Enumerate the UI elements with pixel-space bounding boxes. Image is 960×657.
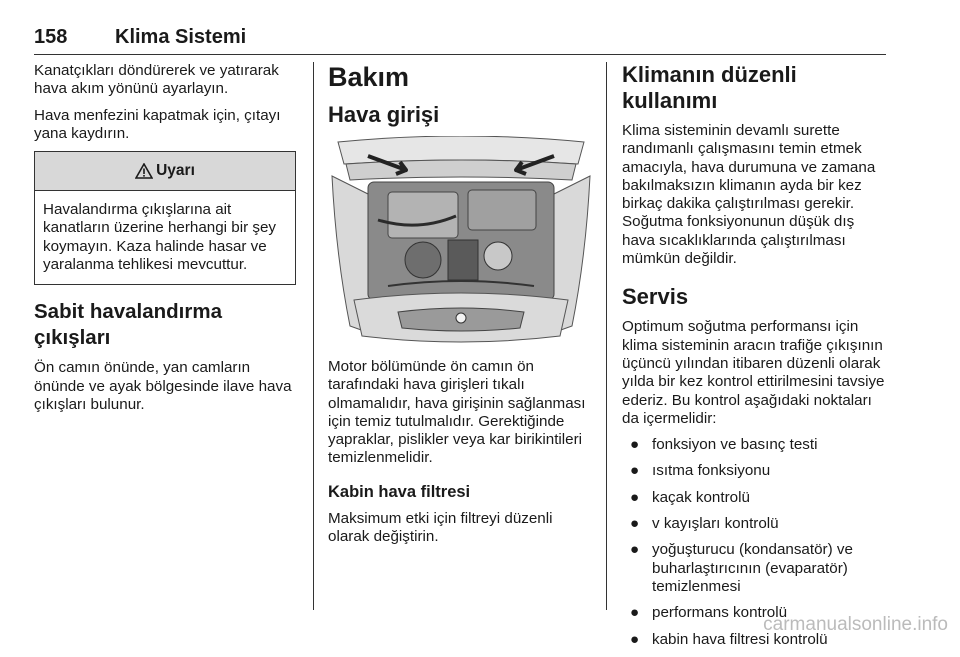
list-item xyxy=(622,541,888,596)
list-item-text: kaçak kontrolü xyxy=(652,488,750,506)
paragraph: Kanatçıkları döndürerek ve yatırarak hava akım yönünü ayarlayın. xyxy=(34,62,279,98)
list-item xyxy=(622,515,888,533)
bullet-icon: ● xyxy=(630,515,640,533)
list-item-text: v kayışları kontrolü xyxy=(652,515,779,533)
warning-icon xyxy=(135,163,153,179)
column-1 xyxy=(34,62,296,422)
paragraph: Ön camın önünde, yan camların önünde ve ayak bölgesinde ilave hava çıkışları bulunur. xyxy=(34,359,292,413)
list-item xyxy=(622,489,888,507)
list-item-text: kabin hava filtresi kontrolü xyxy=(652,630,828,648)
bullet-icon: ● xyxy=(630,541,640,559)
paragraph: Motor bölümünde ön camın ön tarafındaki hava girişleri tıkalı olmamalıdır, hava girişinin sağlanması için temiz tutulmalıdır. Gerektiğinde yapraklar, pislikler veya kar birikintileri temizlenmelidir. xyxy=(328,358,586,467)
warning-header xyxy=(35,152,295,191)
page-header xyxy=(34,26,886,55)
bullet-icon: ● xyxy=(630,436,640,454)
engine-bay-illustration xyxy=(328,136,594,346)
warning-title: Uyarı xyxy=(156,162,195,180)
section-title: Bakım xyxy=(328,62,410,92)
chapter-title: Klima Sistemi xyxy=(115,26,247,48)
column-divider-1 xyxy=(313,62,314,610)
page-number: 158 xyxy=(34,26,68,48)
section-title: Klimanın düzenli kullanımı xyxy=(622,62,797,113)
list-item-text: yoğuşturucu (kondansatör) ve buharlaştırıcının (evaparatör) temizlenmesi xyxy=(652,541,853,595)
watermark: carmanualsonline.info xyxy=(763,614,948,635)
paragraph: Hava menfezini kapatmak için, çıtayı yana kaydırın. xyxy=(34,106,281,142)
warning-box xyxy=(34,151,296,285)
list-item xyxy=(622,436,888,454)
paragraph: Klima sisteminin devamlı surette randımanlı çalışmasını temin etmek amacıyla, hava durumuna ve zamana bakılmaksızın klimanın ayda bir kez birkaç dakika çalıştırılması gerekir. Soğutma fonksiyonunun düşük dış hava sıcaklıklarında çalıştırılması mümkün değildir. xyxy=(622,122,876,268)
subsection-title: Hava girişi xyxy=(328,102,440,127)
subsection-title: Kabin hava filtresi xyxy=(328,482,471,501)
paragraph: Optimum soğutma performansı için klima sisteminin aracın trafiğe çıkışının üçüncü yılından itibaren düzenli olarak yılda bir kez kontrol ettirilmesini tavsiye ederiz. Bu kontrol aşağıdaki noktaları da içermelidir: xyxy=(622,318,885,427)
section-heading: Sabit havalandırma çıkışları xyxy=(34,300,222,350)
list-item-text: performans kontrolü xyxy=(652,604,788,622)
list-item xyxy=(622,462,888,480)
bullet-icon: ● xyxy=(630,604,640,622)
bullet-icon: ● xyxy=(630,488,640,506)
column-2 xyxy=(328,62,594,554)
list-item-text: ısıtma fonksiyonu xyxy=(652,462,771,480)
list-item-text: fonksiyon ve basınç testi xyxy=(652,436,818,454)
column-3 xyxy=(622,62,888,657)
bullet-icon: ● xyxy=(630,630,640,648)
column-divider-2 xyxy=(606,62,607,610)
section-title: Servis xyxy=(622,284,689,310)
warning-body: Havalandırma çıkışlarına ait kanatların üzerine herhangi bir şey koymayın. Kaza halinde hasar ve yaralanma tehlikesi mevcuttur. xyxy=(43,201,277,274)
paragraph: Maksimum etki için filtreyi düzenli olarak değiştirin. xyxy=(328,509,553,546)
bullet-icon: ● xyxy=(630,462,640,480)
